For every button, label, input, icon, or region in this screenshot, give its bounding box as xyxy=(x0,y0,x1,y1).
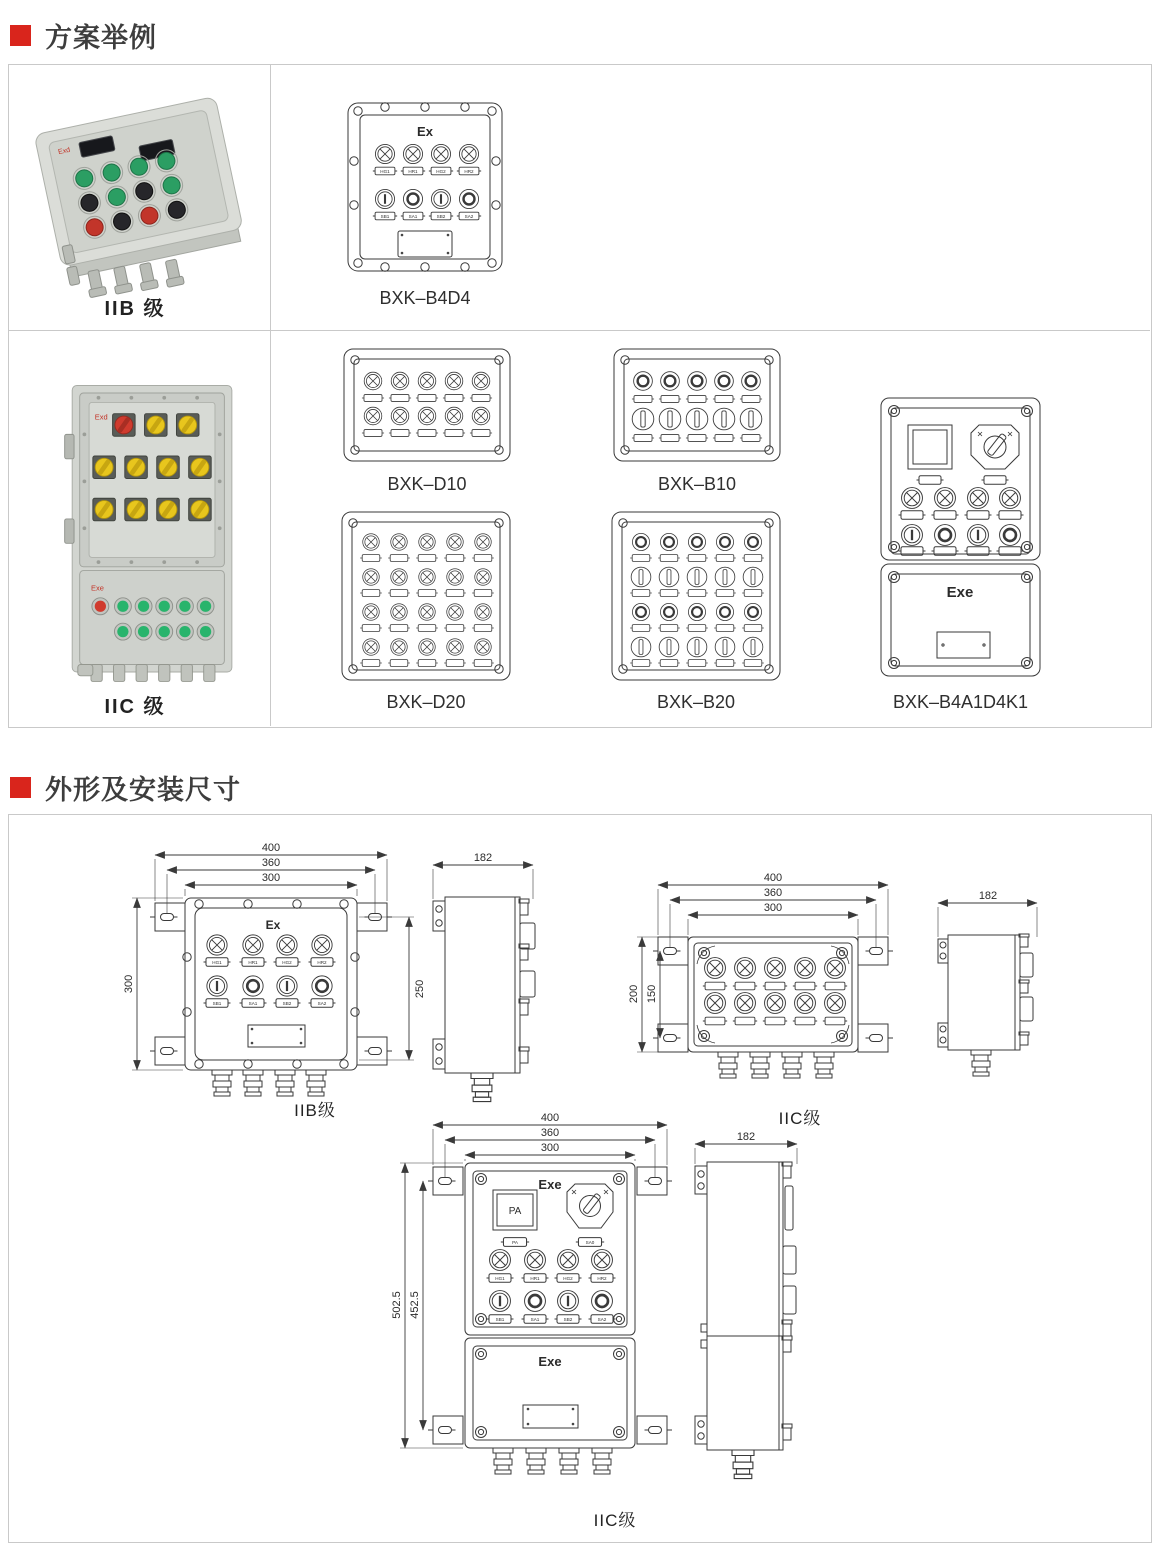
svg-text:SB1: SB1 xyxy=(212,1001,222,1006)
caption-bxk-b4d4: BXK–B4D4 xyxy=(379,288,471,308)
svg-text:452.5: 452.5 xyxy=(409,1291,421,1319)
lamp-label: HR1 xyxy=(408,169,418,174)
svg-text:HG1: HG1 xyxy=(495,1276,505,1281)
caption-bxk-b4a1d4k1: BXK–B4A1D4K1 xyxy=(892,692,1029,712)
panel-ex-mark: Ex xyxy=(265,918,281,932)
drawing-bxk-b4a1d4k1 xyxy=(878,395,1043,683)
dim-drawing-iic-side xyxy=(933,883,1073,1093)
svg-text:300: 300 xyxy=(261,872,281,884)
svg-text:200: 200 xyxy=(628,984,640,1004)
sa-plate-label: SA0 xyxy=(585,1240,595,1245)
dim-drawing-iib-side xyxy=(425,843,560,1103)
drawing-bxk-d20 xyxy=(340,510,512,682)
svg-text:400: 400 xyxy=(763,872,783,884)
section-header-dimensions xyxy=(10,768,241,807)
dim-width-300 xyxy=(185,872,357,885)
dim-height-300 xyxy=(123,898,137,1070)
svg-text:SA2: SA2 xyxy=(597,1317,607,1322)
dim-drawing-iic-front xyxy=(618,863,953,1118)
svg-text:182: 182 xyxy=(473,852,493,864)
dim-width-360 xyxy=(167,857,375,870)
svg-text:HG1: HG1 xyxy=(212,960,222,965)
svg-text:SB2: SB2 xyxy=(282,1001,292,1006)
dim-height-452 xyxy=(409,1181,423,1430)
svg-text:400: 400 xyxy=(540,1112,560,1124)
pa-window-label: PA xyxy=(508,1206,522,1217)
svg-text:360: 360 xyxy=(540,1127,560,1139)
svg-text:300: 300 xyxy=(123,974,135,994)
section-bullet-icon xyxy=(10,25,31,46)
section-bullet-icon xyxy=(10,777,31,798)
dim-drawing-iib-front xyxy=(115,833,450,1125)
caption-bxk-b20: BXK–B20 xyxy=(656,692,736,712)
caption-bxk-b10: BXK–B10 xyxy=(657,474,737,494)
photo-exd-mark: Exd xyxy=(94,412,108,422)
lamp-label: HG2 xyxy=(436,169,446,174)
panel-exe-mark-2: Exe xyxy=(538,1354,562,1369)
caption-dim-iic-large: IIC级 xyxy=(593,1511,637,1530)
svg-text:SB2: SB2 xyxy=(563,1317,573,1322)
caption-bxk-d20: BXK–D20 xyxy=(386,692,466,712)
dim-height-200 xyxy=(628,937,642,1052)
button-label: SB1 xyxy=(380,214,390,219)
caption-iic-grade: IIC 级 xyxy=(104,696,166,718)
caption-bxk-d10: BXK–D10 xyxy=(387,474,467,494)
dim-depth-182 xyxy=(938,890,1037,903)
svg-text:300: 300 xyxy=(540,1142,560,1154)
dim-width-400 xyxy=(658,872,888,885)
dim-width-300 xyxy=(465,1142,635,1155)
dim-depth-182 xyxy=(433,852,533,865)
dim-drawing-iic-large-side xyxy=(683,1128,828,1488)
pa-plate-label: PA xyxy=(512,1240,518,1245)
section-title: 外形及安装尺寸 xyxy=(45,775,241,805)
table-row-divider xyxy=(9,330,1150,331)
panel-exe-mark: Exe xyxy=(946,584,974,601)
svg-text:HR2: HR2 xyxy=(317,960,327,965)
svg-text:150: 150 xyxy=(646,984,658,1004)
drawing-bxk-d10 xyxy=(342,346,512,464)
lamp-label: HR2 xyxy=(464,169,474,174)
button-label: SA2 xyxy=(464,214,474,219)
photo-iic-control-box xyxy=(45,378,260,688)
svg-text:SA1: SA1 xyxy=(530,1317,540,1322)
svg-text:360: 360 xyxy=(763,887,783,899)
drawing-bxk-b10 xyxy=(612,346,782,464)
caption-iib-grade: IIB 级 xyxy=(104,298,166,320)
dim-width-400 xyxy=(433,1112,667,1125)
svg-text:HG2: HG2 xyxy=(563,1276,573,1281)
svg-text:182: 182 xyxy=(978,890,998,902)
table-col-divider xyxy=(270,64,271,726)
drawing-bxk-b4d4 xyxy=(345,98,505,276)
svg-text:300: 300 xyxy=(763,902,783,914)
photo-exe-mark: Exe xyxy=(90,583,104,593)
drawing-bxk-b20 xyxy=(610,510,782,682)
photo-iib-control-box xyxy=(28,88,263,298)
dim-width-360 xyxy=(445,1127,655,1140)
caption-dim-iib: IIB级 xyxy=(294,1101,336,1120)
svg-text:182: 182 xyxy=(736,1131,756,1143)
svg-text:SB1: SB1 xyxy=(495,1317,505,1322)
dim-height-502 xyxy=(391,1163,405,1448)
dim-width-360 xyxy=(670,887,876,900)
photo-exd-mark: Exd xyxy=(57,146,71,157)
panel-exe-mark: Exe xyxy=(538,1177,562,1192)
dim-drawing-iic-large-front xyxy=(385,1108,725,1528)
section-header-examples xyxy=(10,16,157,55)
lamp-label: HG1 xyxy=(380,169,390,174)
svg-text:502.5: 502.5 xyxy=(391,1291,403,1319)
svg-text:360: 360 xyxy=(261,857,281,869)
svg-text:HR2: HR2 xyxy=(597,1276,607,1281)
svg-text:HR1: HR1 xyxy=(248,960,258,965)
svg-text:HG2: HG2 xyxy=(282,960,292,965)
svg-text:SA2: SA2 xyxy=(317,1001,327,1006)
panel-ex-mark: Ex xyxy=(417,124,433,139)
caption-dim-iic: IIC级 xyxy=(778,1109,822,1128)
dim-height-250 xyxy=(409,917,426,1060)
dim-width-400 xyxy=(155,842,387,855)
section-title: 方案举例 xyxy=(45,23,157,53)
dim-width-300 xyxy=(688,902,858,915)
button-label: SA1 xyxy=(408,214,418,219)
svg-text:SA1: SA1 xyxy=(248,1001,258,1006)
dim-depth-182 xyxy=(695,1131,797,1144)
svg-text:400: 400 xyxy=(261,842,281,854)
svg-text:HR1: HR1 xyxy=(530,1276,540,1281)
svg-text:250: 250 xyxy=(414,979,426,999)
button-label: SB2 xyxy=(436,214,446,219)
